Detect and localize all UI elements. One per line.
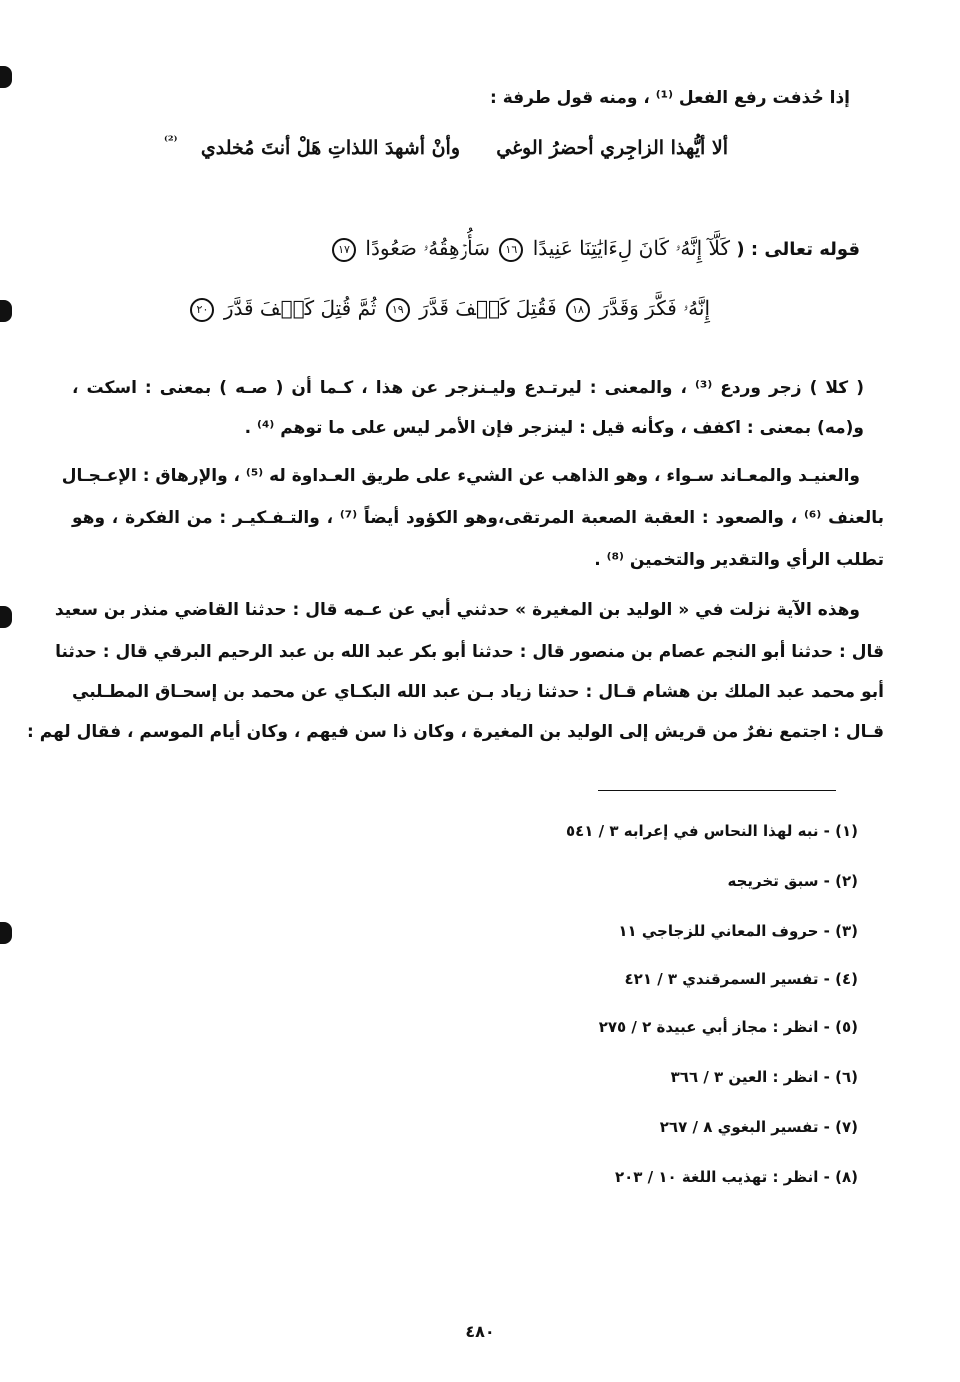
- paragraph-line: تطلب الرأي والتقدير والتخمين ⁽⁸⁾ .: [594, 550, 884, 570]
- binding-hole-mark: [0, 606, 12, 628]
- ayah-number-marker: ١٧: [332, 238, 356, 262]
- quran-verse-line-1: [329, 236, 860, 262]
- paragraph-line: وهذه الآية نزلت في « الوليد بن المغيرة » حدثني أبي عن عـمه قال : حدثنا القاضي منذر بن سعيد: [54, 600, 860, 620]
- paragraph-line: أبو محمد عبد الملك بن هشام قـال : حدثنا زياد بـن عبد الله البكـاي عن محمد بن إسحـاق المطـلبي: [72, 682, 884, 702]
- binding-hole-mark: [0, 922, 12, 944]
- footnote: (٤) - تفسير السمرقندي ٣ / ٤٢١: [624, 970, 858, 988]
- footnote: (٢) - سبق تخريجه: [727, 872, 858, 890]
- binding-hole-mark: [0, 66, 12, 88]
- verse-text: ثُمَّ قُتِلَ كَيۡفَ قَدَّرَ: [223, 296, 377, 320]
- verse-text: كَلَّآ إِنَّهُۥ كَانَ لِءَايَٰتِنَا عَنِيدًا: [532, 236, 731, 260]
- footnote: (٦) - انظر : العين ٣ / ٣٦٦: [670, 1068, 858, 1086]
- paragraph-line: بالعنف ⁽⁶⁾ ، والصعود : العقبة الصعبة المرتقى،وهو الكؤود أيضاً ⁽⁷⁾ ، والتـفـكيـر : من الفكرة ، وهو: [72, 508, 885, 528]
- poem-hemistich-1: ألا أيُّهذا الزاجِري أحضرُ الوغي: [496, 137, 728, 159]
- paragraph-line: قال : حدثنا أبو النجم عصام بن منصور قال : حدثنا أبو بكر عبد الله بن عبد الرحيم البرقي قال : حدثنا: [55, 642, 884, 662]
- verse-text: فَقُتِلَ كَيۡفَ قَدَّرَ: [419, 296, 557, 320]
- quran-verse-line-2: [187, 296, 710, 322]
- footnote: (١) - نبه لهذا النحاس في إعرابه ٣ / ٥٤١: [565, 822, 858, 840]
- paragraph-line: والعنيـد والمعـاند سـواء ، وهو الذاهب عن الشيء على طريق العـداوة له ⁽⁵⁾ ، والإرهاق : الإعـجـال: [61, 466, 860, 486]
- binding-hole-mark: [0, 300, 12, 322]
- paragraph-line: قـال : اجتمع نفرٌ من قريش إلى الوليد بن المغيرة ، وكان ذا سن فيهم ، وكان أيام الموسم ، فقال لهم :: [27, 722, 884, 742]
- poem-hemistich-2: وأنْ أشهدَ اللذاتِ هَلْ أنتَ مُخلدي: [200, 137, 460, 159]
- footnote-separator: [598, 790, 836, 791]
- ayah-number-marker: ١٦: [499, 238, 523, 262]
- footnote: (٥) - انظر : مجاز أبي عبيدة ٢ / ٢٧٥: [598, 1018, 858, 1036]
- poem-footnote-mark: ⁽²⁾: [164, 134, 178, 149]
- paragraph-line: و(مه) بمعنى : اكفف ، وكأنه قيل : لينزجر فإن الأمر ليس على ما توهم ⁽⁴⁾ .: [244, 418, 864, 438]
- ayah-number-marker: ١٨: [566, 298, 590, 322]
- verse-intro: قوله تعالى : (: [736, 239, 860, 260]
- verse-text: سَأُرۡهِقُهُۥ صَعُودًا: [365, 236, 490, 260]
- footnote: (٣) - حروف المعاني للزجاجي ١١: [618, 922, 858, 940]
- paragraph-line: ( كلا ) زجر وردع ⁽³⁾ ، والمعنى : ليرتـدع وليـنزجر عن هذا ، كـما أن ( صـه ) بمعنى : اسكت ،: [72, 378, 864, 398]
- page-number: ٤٨٠: [465, 1322, 495, 1341]
- footnote: (٧) - تفسير البغوي ٨ / ٢٦٧: [659, 1118, 858, 1136]
- intro-line: إذا حُذفت رفع الفعل ⁽¹⁾ ، ومنه قول طرفة :: [489, 88, 850, 108]
- footnote: (٨) - انظر : تهذيب اللغة ١٠ / ٢٠٣: [614, 1168, 858, 1186]
- ayah-number-marker: ١٩: [386, 298, 410, 322]
- ayah-number-marker: ٢٠: [190, 298, 214, 322]
- verse-text: إِنَّهُۥ فَكَّرَ وَقَدَّرَ: [599, 296, 710, 320]
